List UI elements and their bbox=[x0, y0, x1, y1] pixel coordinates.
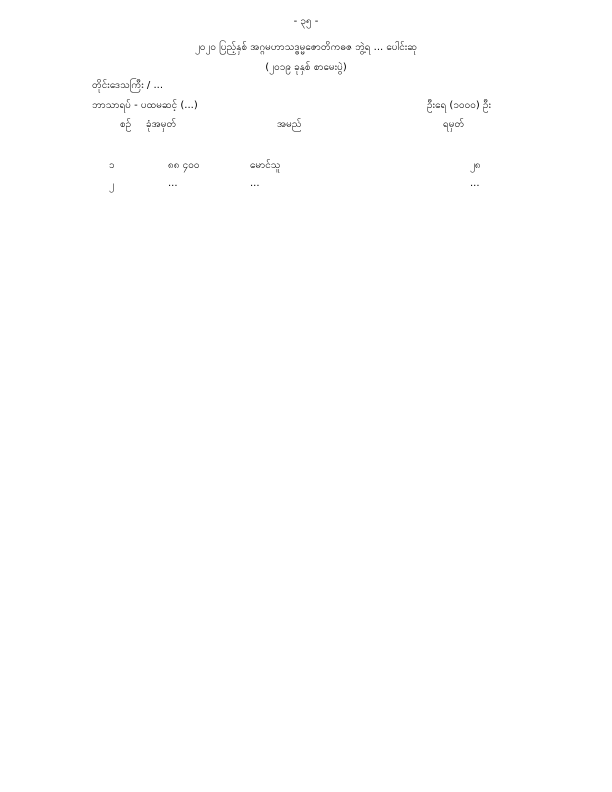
student-name: မောင်သူ bbox=[250, 160, 281, 171]
results-table bbox=[0, 155, 612, 195]
table-row bbox=[0, 175, 612, 195]
subject-label: ဘာသာရပ် - ပထမဆင့် (...) bbox=[92, 100, 198, 111]
header-roll: ခုံအမှတ် bbox=[146, 119, 177, 130]
student-name: ... bbox=[250, 178, 260, 189]
document-title: ၂၀၂၀ ပြည့်နှစ် အဂ္ဂမဟာသဒ္ဓမ္မဇောတိကဓဇ ဘွဲ့ရ ... ပေါင်းဆု bbox=[194, 42, 417, 53]
marks-value: ... bbox=[470, 178, 480, 189]
page-number: - ၃၅ - bbox=[293, 16, 319, 27]
header-name: အမည် bbox=[277, 119, 302, 130]
table-row bbox=[0, 155, 612, 175]
row-number: ၂ bbox=[109, 180, 114, 191]
header-marks: ရမှတ် bbox=[443, 119, 465, 130]
roll-number: ၈၈ ၄၀၀ bbox=[168, 160, 200, 171]
row-number: ၁ bbox=[109, 160, 115, 171]
region-label: တိုင်းဒေသကြီး / ... bbox=[92, 80, 164, 91]
marks-value: ၂၈ bbox=[470, 160, 481, 171]
roll-number: ... bbox=[168, 178, 178, 189]
max-marks-label: ဦးရေ (၁၀၀၀) ဦး bbox=[427, 100, 492, 111]
header-no: စဉ် bbox=[120, 119, 132, 130]
document-subtitle: (၂၀၁၉ ခုနှစ် စာမေးပွဲ) bbox=[265, 62, 347, 73]
